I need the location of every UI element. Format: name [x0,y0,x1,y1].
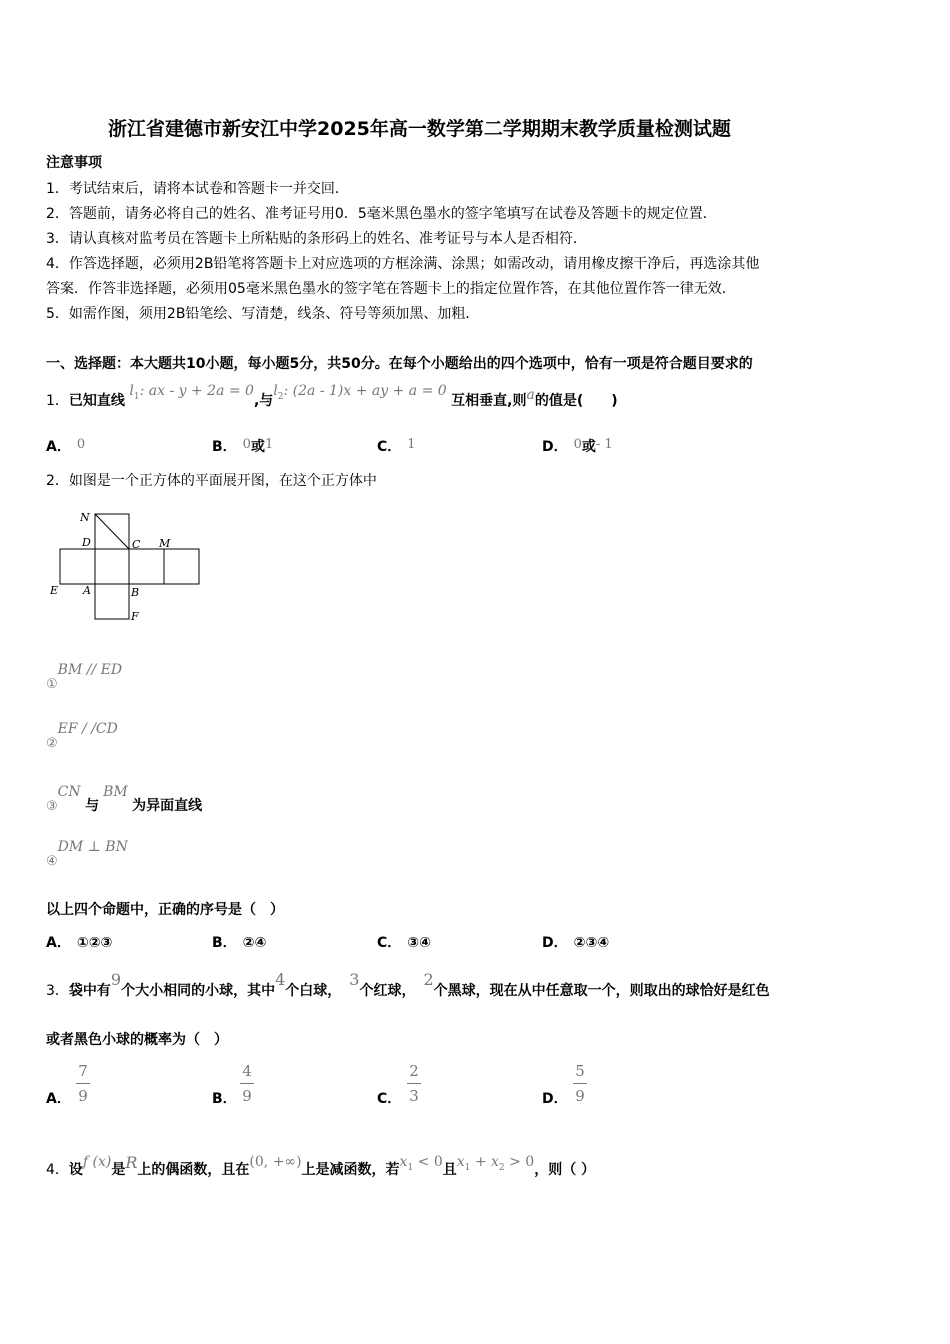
q1-option-a[interactable]: A． 0 [46,437,86,455]
q1-line1: $l_1$: ax - y + 2a = 0 [129,383,254,402]
net-square [95,549,129,584]
notice-item: 2．答题前，请务必将自己的姓名、准考证号用0．5毫米黑色墨水的签字笔填写在试卷及答题卡的规定位置． [46,206,717,222]
q1-line2: $l_2$: (2a - 1)x + ay + a = 0 [273,383,447,402]
label-M: M [159,537,171,550]
q2-option-d[interactable]: D． ②③④ [542,935,610,951]
question-number: 1． [46,393,69,409]
q3-option-d-label[interactable]: D． [542,1091,568,1107]
q2-question: 以上四个命题中，正确的序号是（ ） [46,902,284,918]
notice-item: 1．考试结束后，请将本试卷和答题卡一并交回． [46,181,349,197]
label-A: A [83,584,91,597]
label-B: B [131,586,140,599]
net-square-bottom [95,584,129,619]
question-2-stem: 2．如图是一个正方体的平面展开图，在这个正方体中 [46,473,377,489]
label-N: N [80,511,90,524]
q2-proposition-2: ②EF / /CD [46,721,118,751]
cube-net-figure [46,508,216,628]
q3-option-a-fraction[interactable]: 7 9 [76,1062,90,1105]
question-3: 3．袋中有9个大小相同的小球，其中4个白球，3个红球，2个黑球，现在从中任意取一个，则取出的球恰好是红色 [46,970,770,999]
question-1: 1．已知直线 $l_1$: ax - y + 2a = 0,与$l_2$: (2a - 1)x + ay + a = 0 互相垂直,则a的值是( ) [46,383,618,409]
notice-item: 3．请认真核对监考员在答题卡上所粘贴的条形码上的姓名、准考证号与本人是否相符． [46,231,587,247]
q2-option-b[interactable]: B． ②④ [212,935,267,951]
label-E: E [50,584,59,597]
q2-option-a[interactable]: A． ①②③ [46,935,113,951]
q2-proposition-1: ①BM // ED [46,662,123,692]
net-square [129,549,164,584]
q3-option-a-label[interactable]: A． [46,1091,71,1107]
section-heading: 一、选择题：本大题共10小题，每小题5分，共50分。在每个小题给出的四个选项中，恰有一项是符合题目要求的 [46,356,753,372]
q3-option-c-label[interactable]: C． [377,1091,402,1107]
q1-text: 已知直线 [68,393,125,409]
question-4: 4．设f (x)是R上的偶函数，且在(0, +∞)上是减函数，若$x_1 < 0$且$x_1 + x_2 > 0$，则（ ） [46,1153,596,1178]
q2-proposition-4: ④DM ⊥ BN [46,839,128,869]
q3-option-c-fraction[interactable]: 2 3 [407,1062,421,1105]
page-title: 浙江省建德市新安江中学2025年高一数学第二学期期末教学质量检测试题 [108,118,731,140]
q1-option-d[interactable]: D． 0或- 1 [542,437,613,455]
notice-item: 4．作答选择题，必须用2B铅笔将答题卡上对应选项的方框涂满、涂黑；如需改动，请用橡皮擦干净后，再选涂其他 [46,256,760,272]
q2-option-c[interactable]: C． ③④ [377,935,431,951]
label-F: F [131,610,139,623]
notice-heading: 注意事项 [46,155,102,171]
q3-option-b-label[interactable]: B． [212,1091,237,1107]
q3-option-d-fraction[interactable]: 5 9 [573,1062,587,1105]
q3-option-b-fraction[interactable]: 4 9 [240,1062,254,1105]
notice-item: 5．如需作图，须用2B铅笔绘、写清楚，线条、符号等须加黑、加粗． [46,306,480,322]
q2-proposition-3: ③CN 与BM 为异面直线 [46,784,203,814]
label-C: C [132,538,141,551]
diagonal-NC [95,514,129,549]
net-square [60,549,95,584]
label-D: D [82,536,91,549]
notice-item: 答案．作答非选择题，必须用05毫米黑色墨水的签字笔在答题卡上的指定位置作答，在其他位置作答一律无效． [46,281,736,297]
net-square [164,549,199,584]
q1-option-b[interactable]: B． 0或1 [212,437,274,455]
question-3-line2: 或者黑色小球的概率为（ ） [46,1032,228,1048]
q1-option-c[interactable]: C． 1 [377,437,416,455]
